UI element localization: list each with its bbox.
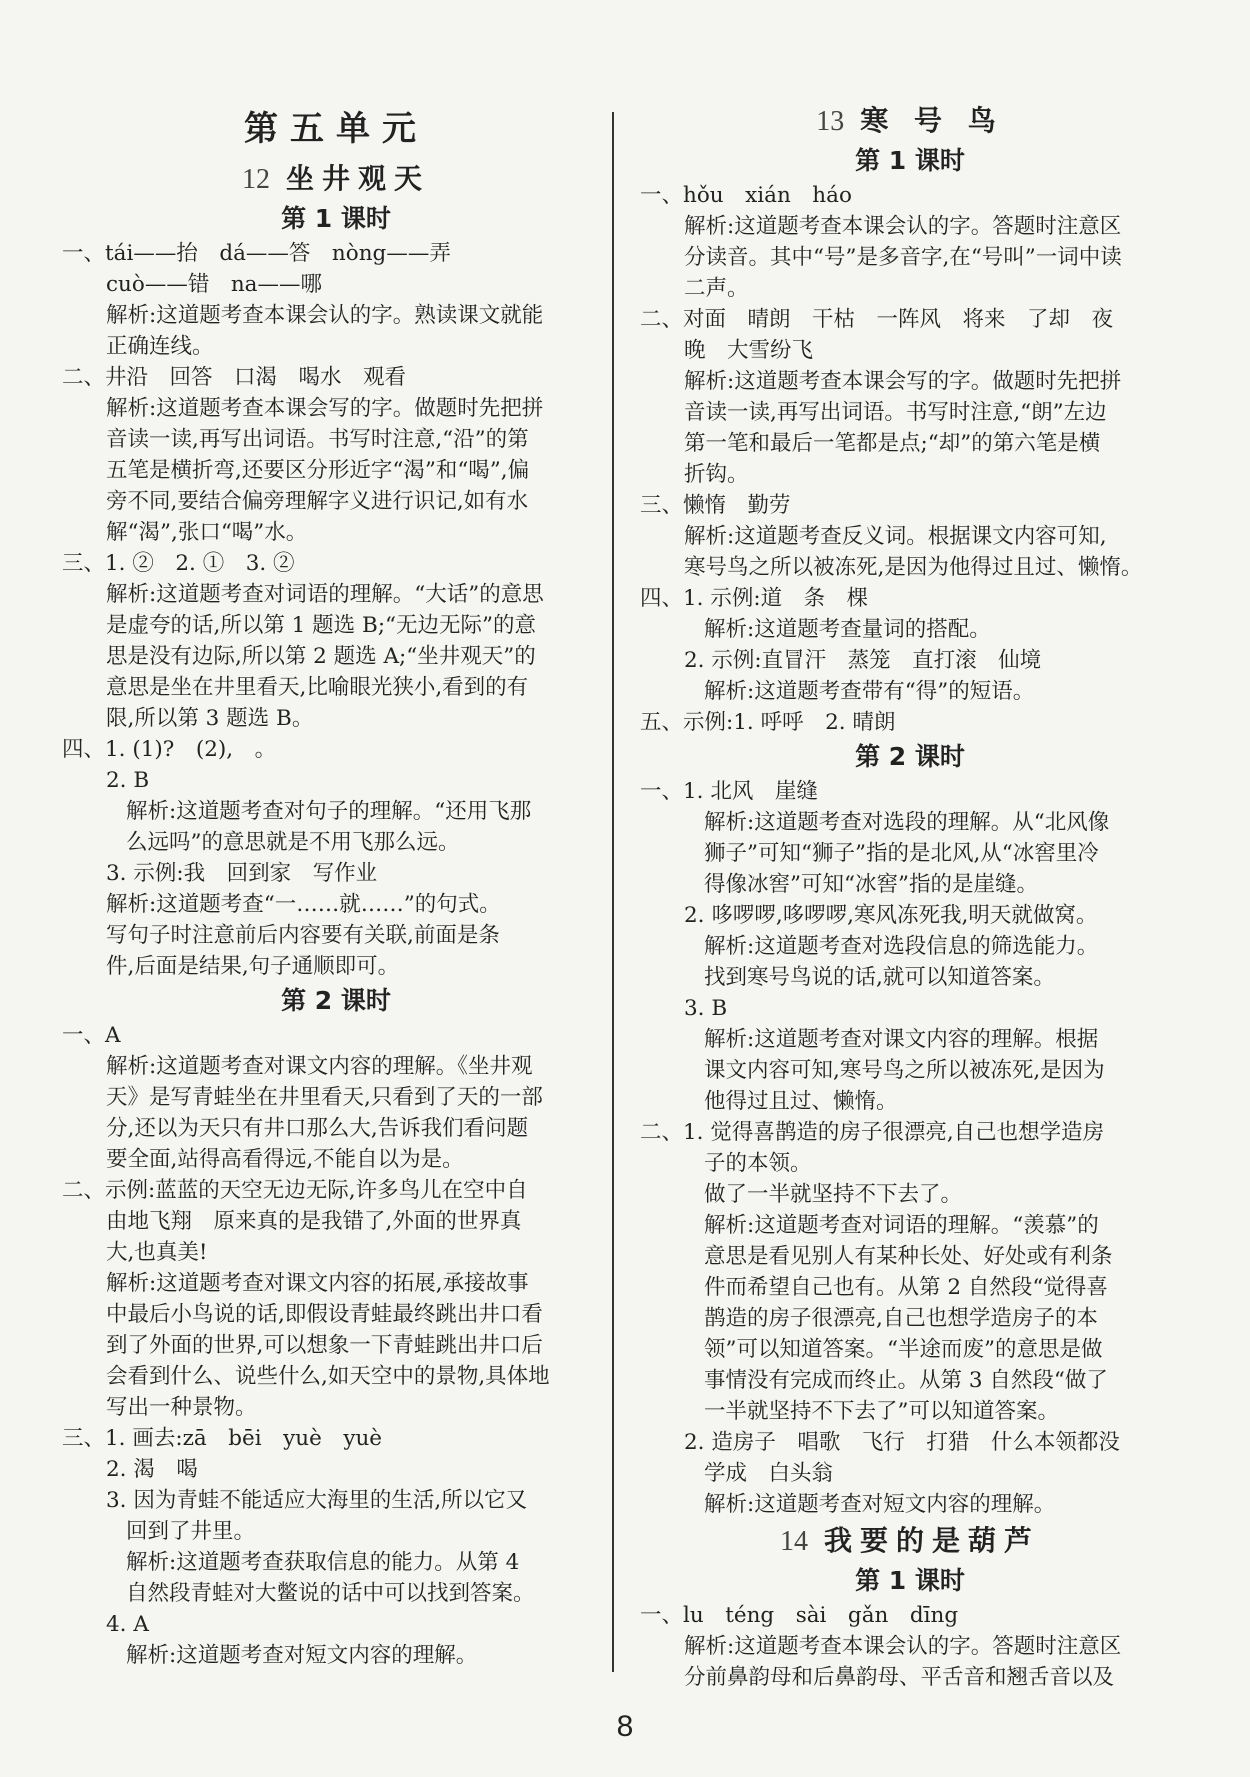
answer-line: cuò——错 na——哪 — [106, 272, 322, 297]
answer-line: 一半就坚持不下去了”可以知道答案。 — [704, 1399, 1059, 1424]
answer-line: 第一笔和最后一笔都是点;“却”的第六笔是横 — [684, 431, 1101, 456]
answer-line: 解析:这道题考查对短文内容的理解。 — [126, 1643, 478, 1668]
answer-line: 解析:这道题考查本课会写的字。做题时先把拼 — [106, 396, 544, 421]
answer-line: 要全面,站得高看得远,不能自以为是。 — [106, 1147, 464, 1172]
answer-line: 解析:这道题考查对课文内容的理解。根据 — [704, 1027, 1099, 1052]
answer-line: 解析:这道题考查本课会认的字。熟读课文就能 — [106, 303, 544, 328]
answer-line: 四、1. 示例:道 条 棵 — [640, 586, 869, 611]
answer-line: 三、1. 画去:zā bēi yuè yuè — [62, 1426, 383, 1451]
lesson-name: 我要的是葫芦 — [823, 1524, 1040, 1557]
answer-line: 写句子时注意前后内容要有关联,前面是条 — [106, 923, 500, 948]
period-heading: 第 2 课时 — [281, 986, 391, 1015]
lesson-number: 14 — [779, 1526, 808, 1557]
answer-line: 晚 大雪纷飞 — [684, 338, 814, 363]
answer-line: 会看到什么、说些什么,如天空中的景物,具体地 — [106, 1364, 550, 1389]
answer-line: 三、懒惰 勤劳 — [640, 493, 791, 518]
answer-line: 得像冰窖”可知“冰窖”指的是崖缝。 — [704, 872, 1038, 897]
left-column — [62, 100, 610, 1671]
answer-line: 回到了井里。 — [126, 1519, 256, 1544]
answer-line: 思是没有边际,所以第 2 题选 A;“坐井观天”的 — [106, 644, 536, 669]
answer-line: 一、1. 北风 崖缝 — [640, 779, 818, 804]
answer-line: 一、hǒu xián háo — [640, 183, 852, 208]
unit-title: 第五单元 — [244, 109, 428, 149]
answer-line: 解析:这道题考查本课会认的字。答题时注意区 — [684, 214, 1122, 239]
answer-line: 解析:这道题考查对短文内容的理解。 — [704, 1492, 1056, 1517]
answer-line: 四、1. (1)? (2), 。 — [62, 737, 277, 762]
lesson-name: 寒 号 鸟 — [860, 104, 1004, 137]
answer-line: 2. 渴 喝 — [106, 1457, 198, 1482]
answer-line: 3. 因为青蛙不能适应大海里的生活,所以它又 — [106, 1488, 528, 1513]
lesson-title — [640, 100, 1180, 142]
answer-line: 件而希望自己也有。从第 2 自然段“觉得喜 — [704, 1275, 1108, 1300]
answer-line: 五笔是横折弯,还要区分形近字“渴”和“喝”,偏 — [106, 458, 530, 483]
answer-line: 是虚夸的话,所以第 1 题选 B;“无边无际”的意 — [106, 613, 537, 638]
answer-line: 五、示例:1. 呼呼 2. 晴朗 — [640, 710, 896, 735]
answer-line: 2. 造房子 唱歌 飞行 打猎 什么本领都没 — [684, 1430, 1120, 1455]
answer-line: 寒号鸟之所以被冻死,是因为他得过且过、懒惰。 — [684, 555, 1143, 580]
answer-line: 限,所以第 3 题选 B。 — [106, 706, 314, 731]
answer-line: 意思是坐在井里看天,比喻眼光狭小,看到的有 — [106, 675, 529, 700]
answer-line: 二、井沿 回答 口渴 喝水 观看 — [62, 365, 407, 390]
answer-line: 做了一半就坚持不下去了。 — [704, 1182, 963, 1207]
answer-line: 狮子”可知“狮子”指的是北风,从“冰窖里冷 — [704, 841, 1099, 866]
answer-line: 一、lu téng sài gǎn dīng — [640, 1603, 959, 1628]
answer-line: 3. B — [684, 996, 728, 1021]
lesson-number: 12 — [241, 164, 270, 195]
answer-line: 解析:这道题考查对句子的理解。“还用飞那 — [126, 799, 532, 824]
period-heading: 第 2 课时 — [855, 742, 965, 771]
answer-line: 分前鼻韵母和后鼻韵母、平舌音和翘舌音以及 — [684, 1665, 1115, 1690]
answer-line: 音读一读,再写出词语。书写时注意,“朗”左边 — [684, 400, 1107, 425]
answer-line: 子的本领。 — [704, 1151, 812, 1176]
answer-line: 解析:这道题考查对选段的理解。从“北风像 — [704, 810, 1110, 835]
answer-line: 天》是写青蛙坐在井里看天,只看到了天的一部 — [106, 1085, 543, 1110]
answer-line: 旁不同,要结合偏旁理解字义进行识记,如有水 — [106, 489, 529, 514]
answer-line: 么远吗”的意思就是不用飞那么远。 — [126, 830, 460, 855]
answer-line: 正确连线。 — [106, 334, 214, 359]
period-heading: 第 1 课时 — [855, 1566, 965, 1595]
answer-line: 解析:这道题考查对课文内容的拓展,承接故事 — [106, 1271, 529, 1296]
answer-line: 二、对面 晴朗 干枯 一阵风 将来 了却 夜 — [640, 307, 1114, 332]
answer-line: 二、1. 觉得喜鹊造的房子很漂亮,自己也想学造房 — [640, 1120, 1105, 1145]
answer-line: 音读一读,再写出词语。书写时注意,“沿”的第 — [106, 427, 529, 452]
answer-line: 2. B — [106, 768, 150, 793]
answer-line: 解析:这道题考查量词的搭配。 — [704, 617, 991, 642]
answer-line: 3. 示例:我 回到家 写作业 — [106, 861, 378, 886]
answer-line: 解析:这道题考查对词语的理解。“羡慕”的 — [704, 1213, 1099, 1238]
answer-line: 找到寒号鸟说的话,就可以知道答案。 — [704, 965, 1055, 990]
answer-line: 分,还以为天只有井口那么大,告诉我们看问题 — [106, 1116, 529, 1141]
lesson-title — [640, 1520, 1180, 1562]
answer-line: 解“渴”,张口“喝”水。 — [106, 520, 308, 545]
answer-line: 一、tái——抬 dá——答 nòng——弄 — [62, 241, 451, 266]
answer-line: 解析:这道题考查带有“得”的短语。 — [704, 679, 1035, 704]
answer-line: 自然段青蛙对大鳖说的话中可以找到答案。 — [126, 1581, 535, 1606]
answer-line: 4. A — [106, 1612, 149, 1637]
answer-line: 解析:这道题考查对课文内容的理解。《坐井观 — [106, 1054, 533, 1079]
answer-line: 中最后小鸟说的话,即假设青蛙最终跳出井口看 — [106, 1302, 543, 1327]
answer-line: 解析:这道题考查“一……就……”的句式。 — [106, 892, 501, 917]
answer-line: 到了外面的世界,可以想象一下青蛙跳出井口后 — [106, 1333, 543, 1358]
lesson-name: 坐井观天 — [285, 162, 430, 195]
answer-line: 他得过且过、懒惰。 — [704, 1089, 898, 1114]
answer-line: 意思是看见别人有某种长处、好处或有利条 — [704, 1244, 1113, 1269]
answer-line: 领”可以知道答案。“半途而废”的意思是做 — [704, 1337, 1103, 1362]
answer-line: 三、1. ② 2. ① 3. ② — [62, 551, 295, 576]
answer-line: 学成 白头翁 — [704, 1461, 834, 1486]
answer-line: 事情没有完成而终止。从第 3 自然段“做了 — [704, 1368, 1108, 1393]
answer-line: 2. 示例:直冒汗 蒸笼 直打滚 仙境 — [684, 648, 1042, 673]
answer-line: 解析:这道题考查本课会写的字。做题时先把拼 — [684, 369, 1122, 394]
right-column — [640, 100, 1180, 1693]
answer-line: 解析:这道题考查对选段信息的筛选能力。 — [704, 934, 1099, 959]
answer-line: 解析:这道题考查本课会认的字。答题时注意区 — [684, 1634, 1122, 1659]
answer-line: 大,也真美! — [106, 1240, 208, 1265]
answer-line: 件,后面是结果,句子通顺即可。 — [106, 954, 400, 979]
answer-line: 鹊造的房子很漂亮,自己也想学造房子的本 — [704, 1306, 1098, 1331]
period-heading: 第 1 课时 — [281, 204, 391, 233]
answer-line: 二声。 — [684, 276, 749, 301]
column-divider — [612, 112, 614, 1672]
answer-line: 由地飞翔 原来真的是我错了,外面的世界真 — [106, 1209, 522, 1234]
answer-line: 二、示例:蓝蓝的天空无边无际,许多鸟儿在空中自 — [62, 1178, 528, 1203]
answer-line: 解析:这道题考查对词语的理解。“大话”的意思 — [106, 582, 544, 607]
period-heading: 第 1 课时 — [855, 146, 965, 175]
answer-line: 2. 哆啰啰,哆啰啰,寒风冻死我,明天就做窝。 — [684, 903, 1098, 928]
lesson-title — [62, 158, 610, 200]
answer-line: 写出一种景物。 — [106, 1395, 257, 1420]
lesson-number: 13 — [816, 106, 845, 137]
page-number: 8 — [616, 1710, 634, 1743]
answer-line: 解析:这道题考查获取信息的能力。从第 4 — [126, 1550, 520, 1575]
answer-line: 分读音。其中“号”是多音字,在“号叫”一词中读 — [684, 245, 1122, 270]
answer-line: 解析:这道题考查反义词。根据课文内容可知, — [684, 524, 1107, 549]
answer-line: 一、A — [62, 1023, 121, 1048]
answer-line: 课文内容可知,寒号鸟之所以被冻死,是因为 — [704, 1058, 1105, 1083]
answer-line: 折钩。 — [684, 462, 749, 487]
